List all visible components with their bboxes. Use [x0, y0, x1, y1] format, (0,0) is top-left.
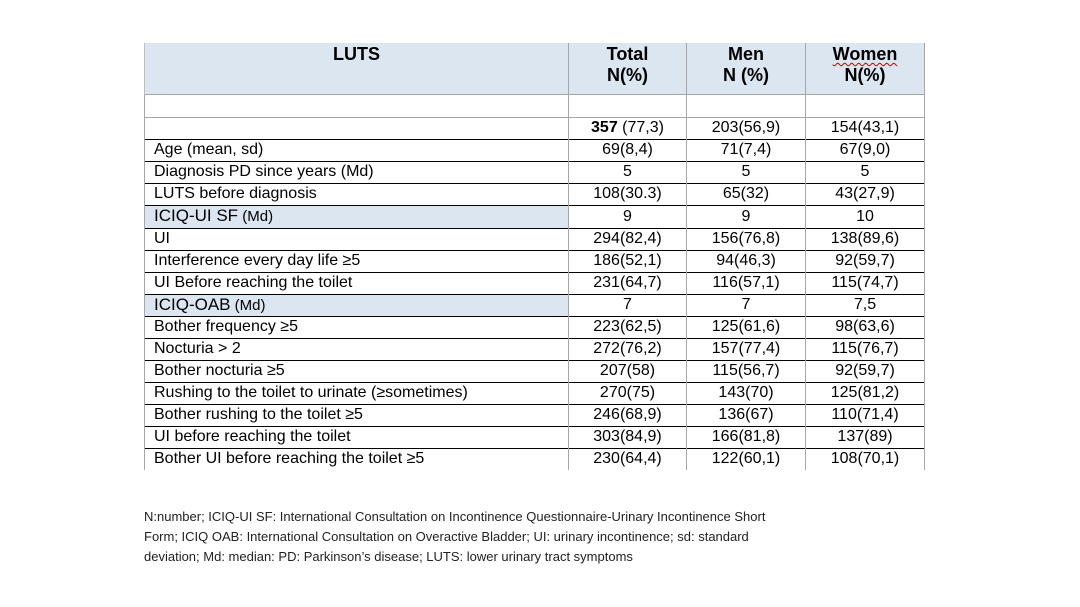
table-row: [145, 272, 925, 294]
cell-total: 207(58): [569, 361, 687, 383]
row-label: [145, 162, 569, 184]
cell-men: 157(77,4): [687, 339, 806, 361]
cell-men: 166(81,8): [687, 427, 806, 449]
header-men-line1: Men: [728, 44, 764, 64]
table-row: [145, 383, 925, 405]
row-label: [145, 184, 569, 206]
cell-total: 272(76,2): [569, 339, 687, 361]
cell-total: 9: [569, 206, 687, 229]
cell-women: 43(27,9): [806, 184, 925, 206]
table-row: [145, 162, 925, 184]
cell-women: 110(71,4): [806, 405, 925, 427]
cell-total: 303(84,9): [569, 427, 687, 449]
header-total-line1: Total: [606, 44, 649, 64]
empty-row: [145, 95, 925, 118]
table-row: [145, 361, 925, 383]
header-men-line2: N (%): [723, 65, 769, 85]
header-women-line1: Women: [832, 44, 898, 64]
totals-men: 203(56,9): [687, 118, 806, 140]
row-label-text: ICIQ-UI SF: [154, 206, 239, 225]
row-label: [145, 383, 569, 405]
table-row: [145, 184, 925, 206]
row-label: [145, 339, 569, 361]
row-label-suffix: (Md): [230, 296, 266, 314]
cell-total: 7: [569, 294, 687, 317]
row-label: [145, 140, 569, 162]
table-row: [145, 449, 925, 471]
cell-total: 270(75): [569, 383, 687, 405]
cell-men: 156(76,8): [687, 228, 806, 250]
row-label: [145, 361, 569, 383]
cell-women: 5: [806, 162, 925, 184]
header-women: [806, 43, 925, 95]
table-row: [145, 250, 925, 272]
cell-women: 67(9,0): [806, 140, 925, 162]
cell-men: 7: [687, 294, 806, 317]
table-row: [145, 228, 925, 250]
cell-women: 137(89): [806, 427, 925, 449]
table-row: [145, 206, 925, 229]
table-row: [145, 339, 925, 361]
totals-total-bold: 357: [591, 119, 618, 137]
header-total: [569, 43, 687, 95]
cell-women: 92(59,7): [806, 250, 925, 272]
table-row: [145, 317, 925, 339]
cell-men: 9: [687, 206, 806, 229]
cell-women: 115(76,7): [806, 339, 925, 361]
cell-men: 71(7,4): [687, 140, 806, 162]
row-label: [145, 317, 569, 339]
row-label: [145, 228, 569, 250]
cell-total: 69(8,4): [569, 140, 687, 162]
table-row: [145, 405, 925, 427]
cell-total: 108(30.3): [569, 184, 687, 206]
cell-women: 98(63,6): [806, 317, 925, 339]
footnote-line-2: Form; ICIQ OAB: International Consultation on Overactive Bladder; UI: urinary incontinence; sd: standard: [144, 529, 749, 544]
row-label: [145, 272, 569, 294]
totals-total: [569, 118, 687, 140]
row-label-text: Age (mean, sd): [154, 141, 264, 159]
cell-women: 125(81,2): [806, 383, 925, 405]
footnote-line-3: deviation; Md: median: PD: Parkinson’s disease; LUTS: lower urinary tract symptoms: [144, 549, 633, 564]
cell-women: 7,5: [806, 294, 925, 317]
row-label-text: Nocturia > 2: [154, 340, 241, 358]
table-body: [145, 118, 925, 471]
header-luts: LUTS: [145, 43, 569, 95]
cell-total: 5: [569, 162, 687, 184]
row-label-text: ICIQ-OAB: [154, 294, 231, 314]
row-label-text: UI before reaching the toilet: [154, 428, 351, 446]
cell-men: 115(56,7): [687, 361, 806, 383]
row-label: [145, 206, 569, 229]
totals-women: 154(43,1): [806, 118, 925, 140]
table-row: [145, 294, 925, 317]
header-women-line2: N(%): [844, 65, 886, 85]
header-total-line2: N(%): [607, 65, 648, 85]
cell-men: 122(60,1): [687, 449, 806, 471]
cell-women: 115(74,7): [806, 272, 925, 294]
cell-total: 230(64,4): [569, 449, 687, 471]
row-label: [145, 294, 569, 317]
cell-men: 116(57,1): [687, 272, 806, 294]
row-label-text: UI Before reaching the toilet: [154, 273, 353, 291]
cell-men: 5: [687, 162, 806, 184]
row-label-text: Bother nocturia ≥5: [154, 362, 285, 380]
cell-women: 138(89,6): [806, 228, 925, 250]
row-label-text: Bother UI before reaching the toilet ≥5: [154, 450, 425, 468]
footnote: [144, 507, 904, 567]
row-label-text: Diagnosis PD since years (Md): [154, 163, 374, 181]
row-label-text: Interference every day life ≥5: [154, 251, 361, 269]
cell-men: 94(46,3): [687, 250, 806, 272]
row-label-text: Bother rushing to the toilet ≥5: [154, 406, 363, 424]
row-label-text: Bother frequency ≥5: [154, 318, 298, 336]
cell-men: 136(67): [687, 405, 806, 427]
row-label-text: LUTS before diagnosis: [154, 185, 317, 203]
table-row: [145, 427, 925, 449]
cell-total: 223(62,5): [569, 317, 687, 339]
table-row: [145, 140, 925, 162]
cell-women: 92(59,7): [806, 361, 925, 383]
row-label-suffix: (Md): [238, 208, 274, 225]
cell-women: 108(70,1): [806, 449, 925, 471]
row-label: [145, 250, 569, 272]
cell-total: 294(82,4): [569, 228, 687, 250]
footnote-line-1: N:number; ICIQ-UI SF: International Consultation on Incontinence Questionnaire-Urinary Incontinence Short: [144, 509, 766, 524]
cell-women: 10: [806, 206, 925, 229]
cell-men: 143(70): [687, 383, 806, 405]
table-header-row: [145, 43, 925, 95]
cell-total: 246(68,9): [569, 405, 687, 427]
row-label: [145, 449, 569, 471]
row-label-text: UI: [154, 229, 170, 247]
luts-table: [144, 43, 925, 470]
header-men: [687, 43, 806, 95]
row-label: [145, 427, 569, 449]
cell-total: 186(52,1): [569, 250, 687, 272]
totals-total-rest: (77,3): [617, 119, 664, 137]
totals-row: [145, 118, 925, 140]
cell-total: 231(64,7): [569, 272, 687, 294]
row-label: [145, 405, 569, 427]
cell-men: 125(61,6): [687, 317, 806, 339]
cell-men: 65(32): [687, 184, 806, 206]
row-label-text: Rushing to the toilet to urinate (≥sometimes): [154, 384, 468, 402]
